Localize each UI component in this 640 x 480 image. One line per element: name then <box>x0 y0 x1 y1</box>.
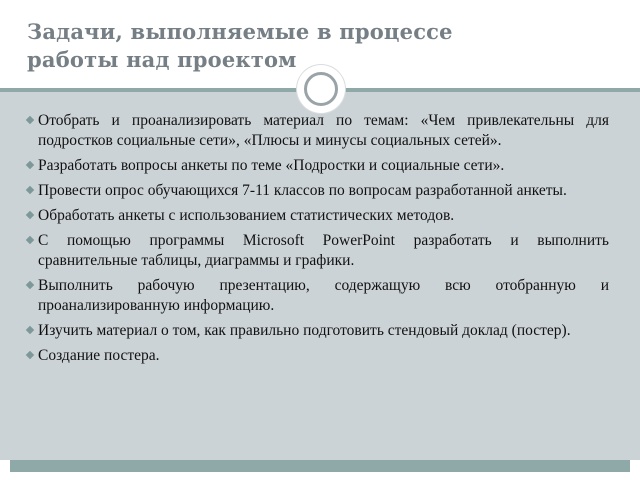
task-item-5: С помощью программы Microsoft PowerPoint разработать и выполнить сравнительные таблицы, диаграммы и графики. <box>27 231 609 271</box>
task-item-7: Изучить материал о том, как правильно подготовить стендовый доклад (постер). <box>27 321 609 341</box>
task-item-6: Выполнить рабочую презентацию, содержащую всю отобранную и проанализированную информацию. <box>27 276 609 316</box>
bottom-accent-band <box>10 460 630 472</box>
task-list <box>27 111 609 371</box>
task-item-1: Отобрать и проанализировать материал по темам: «Чем привлекательны для подростков социальные сети», «Плюсы и минусы социальных сетей». <box>27 111 609 151</box>
task-item-3: Провести опрос обучающихся 7-11 классов по вопросам разработанной анкеты. <box>27 181 609 201</box>
slide-title-line-2: работы над проектом <box>27 47 297 72</box>
slide-title-line-1: Задачи, выполняемые в процессе <box>27 19 453 44</box>
ring-icon <box>304 72 338 106</box>
task-item-8: Создание постера. <box>27 346 609 366</box>
circle-ornament-icon <box>297 65 345 113</box>
footer-margin <box>0 472 640 480</box>
task-item-4: Обработать анкеты с использованием статистических методов. <box>27 206 609 226</box>
task-item-2: Разработать вопросы анкеты по теме «Подростки и социальные сети». <box>27 156 609 176</box>
